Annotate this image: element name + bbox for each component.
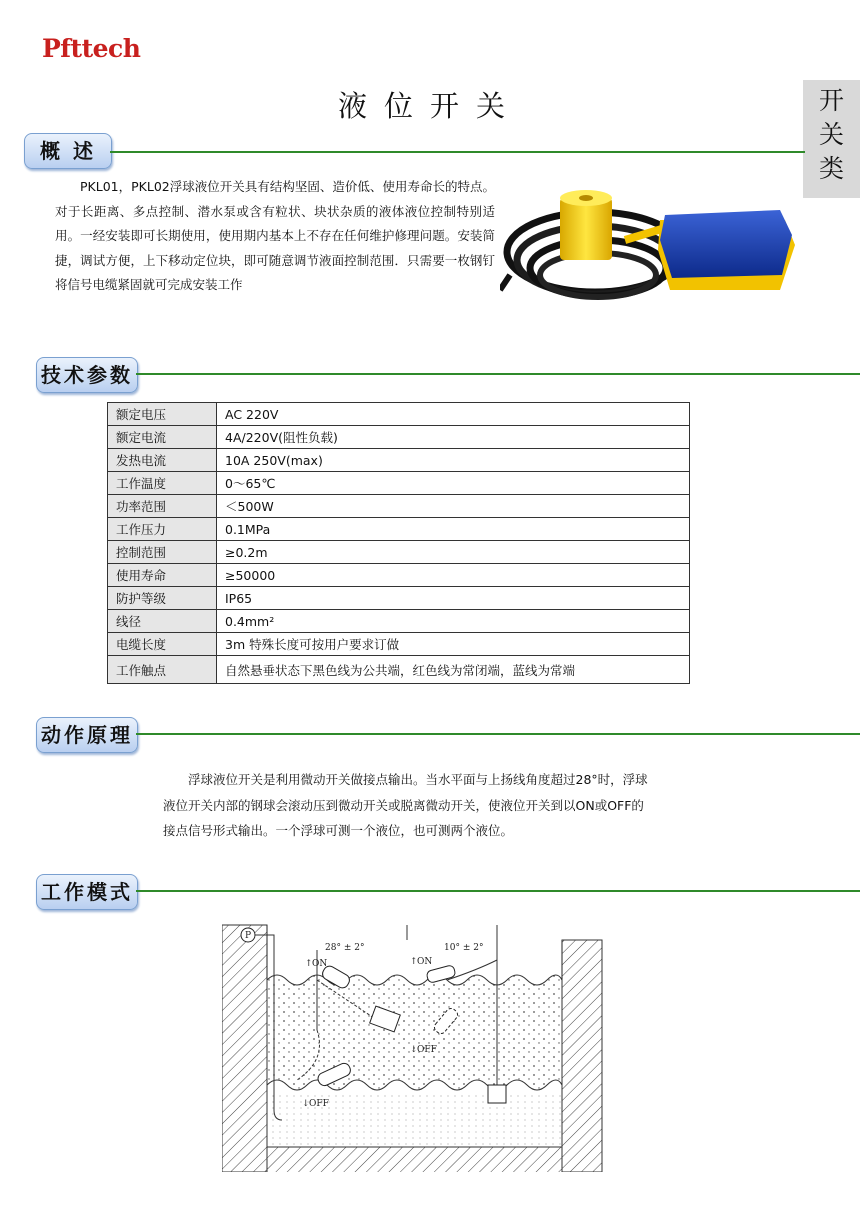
spec-key: 额定电压 [108,403,217,426]
category-char: 开 [818,86,844,115]
spec-key: 线径 [108,610,217,633]
brand-logo: Pfttech [42,34,141,63]
spec-value: AC 220V [217,403,690,426]
section-heading-modes: 工作模式 [36,874,138,910]
category-char: 关 [818,120,844,149]
spec-value: IP65 [217,587,690,610]
off-label: OFF [417,1045,437,1055]
table-row [108,564,690,587]
spec-value: ≥50000 [217,564,690,587]
spec-key: 工作触点 [108,656,217,684]
working-mode-diagram [222,920,604,1172]
table-row [108,495,690,518]
spec-key: 功率范围 [108,495,217,518]
svg-text:↓: ↓ [302,1099,310,1109]
spec-value: 自然悬垂状态下黑色线为公共端，红色线为常闭端，蓝线为常端 [217,656,690,684]
page-title: 液位开关 [337,89,522,123]
spec-key: 使用寿命 [108,564,217,587]
spec-key: 控制范围 [108,541,217,564]
section-divider [136,733,860,735]
table-row [108,426,690,449]
spec-value: 10A 250V(max) [217,449,690,472]
section-heading-overview: 概 述 [24,133,112,169]
table-row [108,610,690,633]
section-heading-specs: 技术参数 [36,357,138,393]
spec-value: 3m 特殊长度可按用户要求订做 [217,633,690,656]
table-row [108,633,690,656]
spec-value: 4A/220V(阻性负载) [217,426,690,449]
float-switch-photo [500,180,800,305]
spec-key: 防护等级 [108,587,217,610]
spec-value: 0.1MPa [217,518,690,541]
angle-label: 28° ± 2° [325,943,365,953]
table-row [108,472,690,495]
on-label: ON [312,959,328,969]
spec-value: 0.4mm² [217,610,690,633]
svg-text:P: P [245,931,252,941]
spec-key: 发热电流 [108,449,217,472]
principle-paragraph: 浮球液位开关是利用微动开关做接点输出。当水平面与上扬线角度超过28°时，浮球液位开关内部的钢球会滚动压到微动开关或脱离微动开关，使液位开关到以ON或OFF的接点信号形式输出。一个浮球可测一个液位，也可测两个液位。 [163,772,648,838]
spec-value: 0～65℃ [217,472,690,495]
off-label: OFF [309,1099,329,1109]
spec-key: 工作压力 [108,518,217,541]
section-divider [136,373,860,375]
spec-key: 额定电流 [108,426,217,449]
table-row [108,449,690,472]
spec-key: 工作温度 [108,472,217,495]
table-row [108,518,690,541]
spec-value: ≥0.2m [217,541,690,564]
spec-table [107,402,690,684]
category-tab [803,80,860,198]
table-row [108,587,690,610]
table-row [108,403,690,426]
category-char: 类 [818,154,844,183]
svg-text:↓: ↓ [410,1045,418,1055]
section-heading-principle: 动作原理 [36,717,138,753]
overview-paragraph: PKL01，PKL02浮球液位开关具有结构坚固、造价低、使用寿命长的特点。对于长距离、多点控制、潜水泵或含有粒状、块状杂质的液体液位控制特别适用。一经安装即可长期使用，使用期内基本上不存在任何维护修理问题。安装简捷，调试方便，上下移动定位块，即可随意调节液面控制范围．只需要一枚钢钉将信号电缆紧固就可完成安装工作 [55,179,495,292]
table-row [108,656,690,684]
angle-label: 10° ± 2° [444,943,484,953]
svg-text:↑: ↑ [410,957,418,967]
on-label: ON [417,957,433,967]
section-divider [136,890,860,892]
section-divider [110,151,805,153]
svg-text:↑: ↑ [305,959,313,969]
spec-key: 电缆长度 [108,633,217,656]
table-row [108,541,690,564]
spec-value: ＜500W [217,495,690,518]
